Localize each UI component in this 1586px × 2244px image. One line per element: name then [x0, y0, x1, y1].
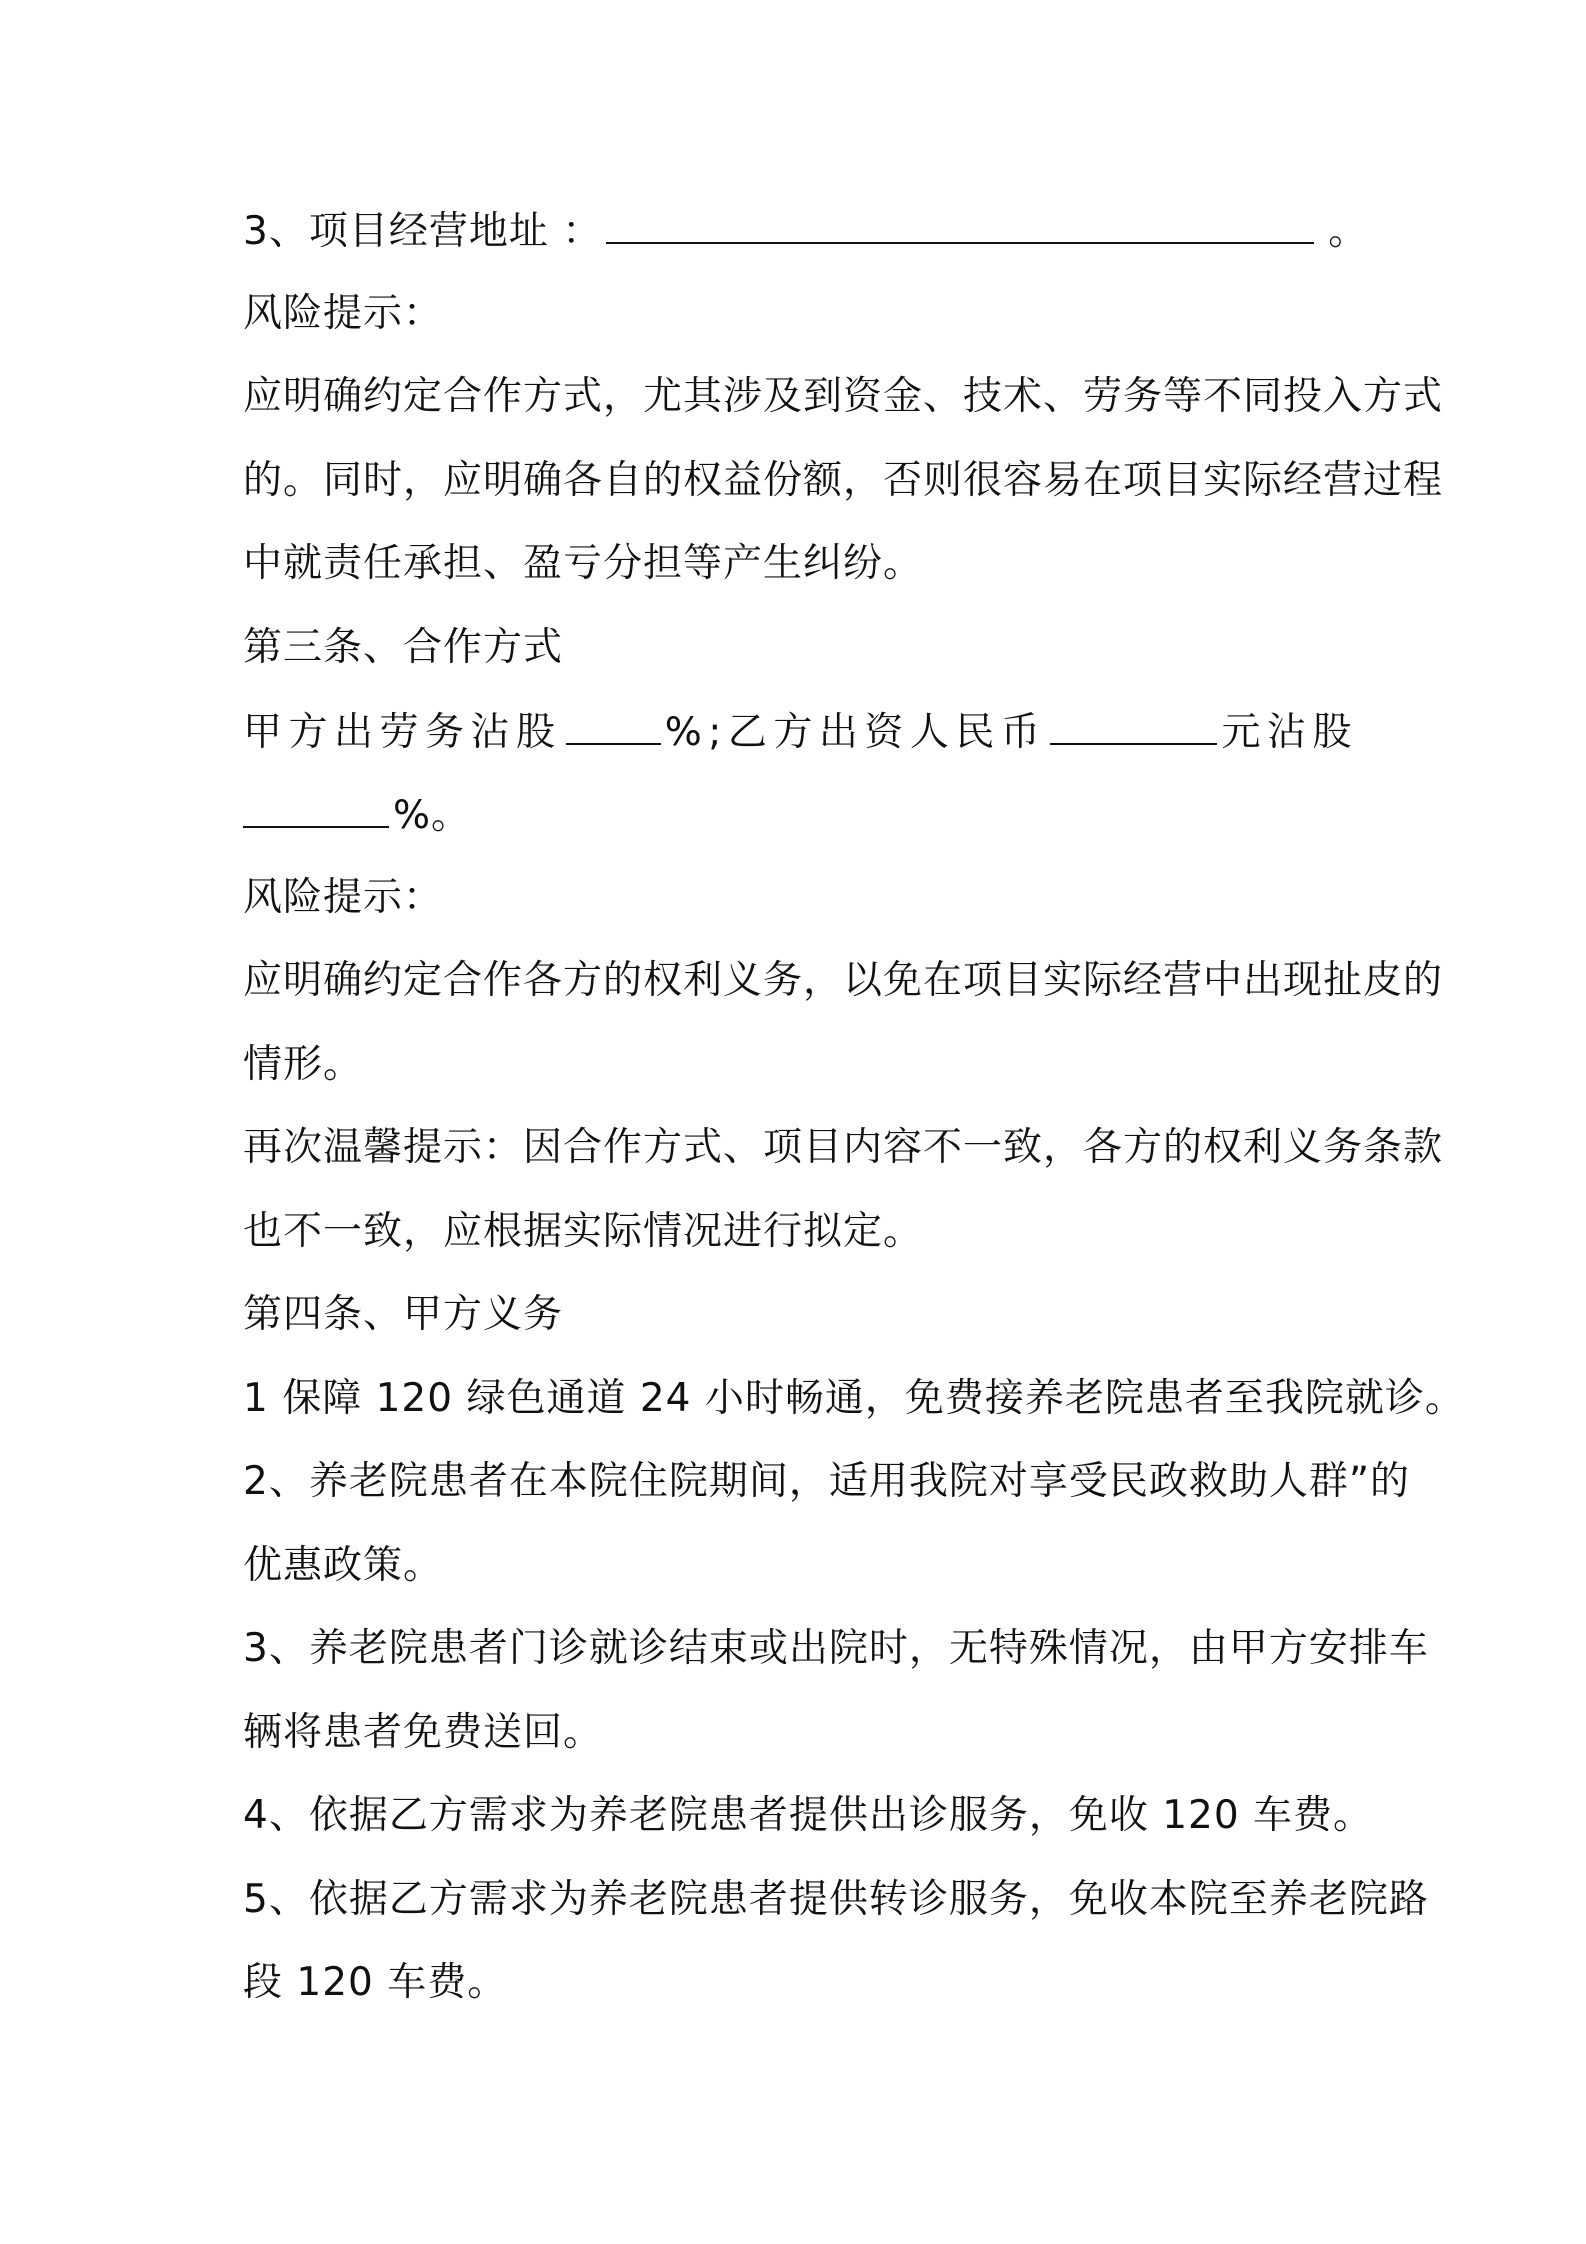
- risk-1-line-3: 中就责任承担、盈亏分担等产生纠纷。: [243, 541, 924, 586]
- address-label: 3、项目经营地址 ：: [243, 209, 603, 254]
- coop-part-2: %;乙方出资人民币: [664, 710, 1047, 755]
- coop-part-4: %。: [393, 793, 472, 838]
- reminder-line-1: 再次温馨提示：因合作方式、项目内容不一致，各方的权利义务条款: [243, 1125, 1444, 1170]
- investment-share-blank: [243, 790, 389, 828]
- reminder-line-2: 也不一致，应根据实际情况进行拟定。: [243, 1209, 924, 1254]
- address-blank: [606, 206, 1314, 244]
- coop-part-3: 元沾股: [1221, 710, 1358, 755]
- duty-3-line-2: 辆将患者免费送回。: [243, 1710, 604, 1755]
- coop-part-1: 甲方出劳务沾股: [243, 710, 562, 755]
- duty-3-line-1: 3、养老院患者门诊就诊结束或出院时，无特殊情况，由甲方安排车: [243, 1626, 1429, 1671]
- cooperation-line: [243, 707, 1358, 757]
- risk-2-line-1: 应明确约定合作各方的权利义务，以免在项目实际经营中出现扯皮的: [243, 958, 1444, 1003]
- duty-4: 4、依据乙方需求为养老院患者提供出诊服务，免收 120 车费。: [243, 1793, 1374, 1838]
- duty-1: 1 保障 120 绿色通道 24 小时畅通，免费接养老院患者至我院就诊。: [243, 1376, 1465, 1421]
- duty-2-line-1: 2、养老院患者在本院住院期间，适用我院对享受民政救助人群”的: [243, 1459, 1411, 1504]
- risk-1-line-1: 应明确约定合作方式，尤其涉及到资金、技术、劳务等不同投入方式: [243, 374, 1444, 419]
- investment-amount-blank: [1050, 707, 1217, 745]
- cooperation-line-2: [243, 790, 471, 840]
- risk-title-2: 风险提示：: [243, 875, 444, 920]
- duty-5-line-2: 段 120 车费。: [243, 1960, 508, 2005]
- risk-title-1: 风险提示：: [243, 291, 444, 336]
- article-4-title: 第四条、甲方义务: [243, 1292, 564, 1337]
- article-3-title: 第三条、合作方式: [243, 625, 564, 670]
- address-end: 。: [1328, 209, 1369, 254]
- duty-2-line-2: 优惠政策。: [243, 1543, 444, 1588]
- address-line: [243, 206, 1368, 256]
- duty-5-line-1: 5、依据乙方需求为养老院患者提供转诊服务，免收本院至养老院路: [243, 1877, 1429, 1922]
- risk-2-line-2: 情形。: [243, 1042, 364, 1087]
- labor-share-blank: [566, 707, 661, 745]
- risk-1-line-2: 的。同时，应明确各自的权益份额，否则很容易在项目实际经营过程: [243, 458, 1444, 503]
